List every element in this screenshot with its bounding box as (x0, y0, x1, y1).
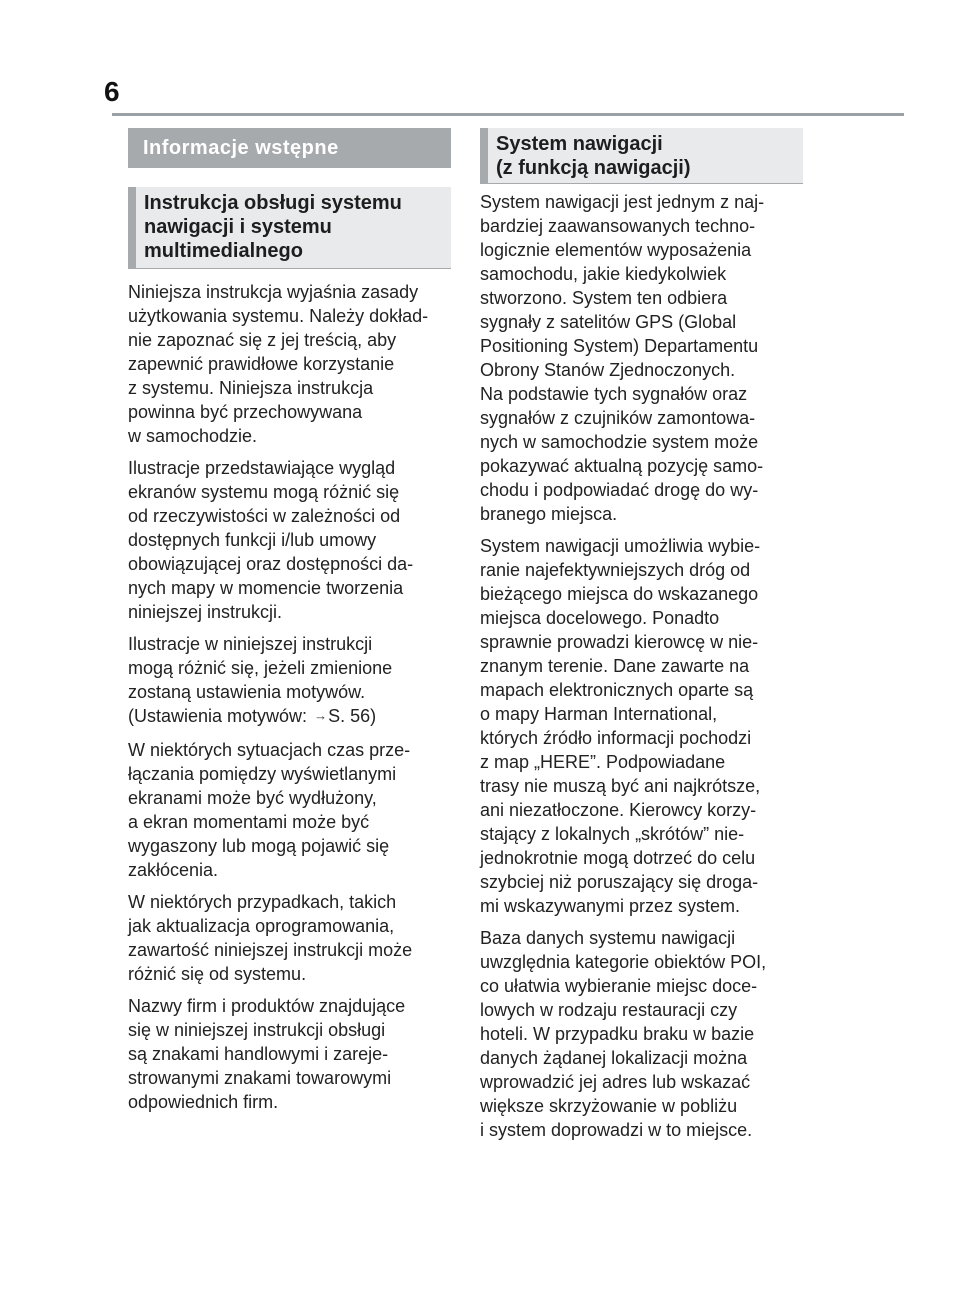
paragraph-software-update (128, 890, 451, 986)
text-line: sygnały z satelitów GPS (Global (480, 312, 737, 332)
paragraph-trademarks (128, 994, 451, 1114)
text-line: chodu i podpowiadać drogę do wy- (480, 480, 759, 500)
text-line: z map „HERE”. Podpowiadane (480, 752, 726, 772)
text-line: samochodu, jakie kiedykolwiek (480, 264, 727, 284)
paragraph-screen-switching (128, 738, 451, 882)
text-line: dostępnych funkcji i/lub umowy (128, 530, 377, 550)
subheading-navigation (480, 128, 803, 184)
page-number: 6 (104, 76, 120, 107)
text-line: których źródło informacji pochodzi (480, 728, 752, 748)
paragraph-themes (128, 632, 451, 730)
text-line: W niektórych sytuacjach czas prze- (128, 740, 411, 760)
text-line: lowych w rodzaju restauracji czy (480, 1000, 738, 1020)
text-line: nych mapy w momencie tworzenia (128, 578, 404, 598)
subheading-line: Instrukcja obsługi systemu (144, 192, 402, 214)
text-line: danych żądanej lokalizacji można (480, 1048, 748, 1068)
text-line: wprowadzić jej adres lub wskazać (480, 1072, 751, 1092)
text-line: mi wskazywanymi przez system. (480, 896, 741, 916)
text-line: zakłócenia. (128, 860, 219, 880)
right-body (480, 190, 803, 1142)
reference-link[interactable]: S. 56) (328, 706, 377, 726)
text-line: W niektórych przypadkach, takich (128, 892, 397, 912)
text-line: bieżącego miejsca do wskazanego (480, 584, 759, 604)
text-line: niniejszej instrukcji. (128, 602, 283, 622)
text-line: Baza danych systemu nawigacji (480, 928, 736, 948)
text-line: sygnałów z czujników zamontowa- (480, 408, 756, 428)
text-line: użytkowania systemu. Należy dokład- (128, 306, 429, 326)
subheading-line: System nawigacji (496, 133, 663, 155)
text-line: ani niezatłoczone. Kierowcy korzy- (480, 800, 757, 820)
text-line: trasy nie muszą być ani najkrótsze, (480, 776, 761, 796)
text-line: jak aktualizacja oprogramowania, (128, 916, 395, 936)
section-title-band: Informacje wstępne (128, 128, 451, 168)
text-line: a ekran momentami może być (128, 812, 370, 832)
header-divider (112, 113, 904, 116)
paragraph-illustrations (128, 456, 451, 624)
text-line: od rzeczywistości w zależności od (128, 506, 401, 526)
text-line: różnić się od systemu. (128, 964, 307, 984)
left-column (128, 128, 451, 1122)
text-line: Obrony Stanów Zjednoczonych. (480, 360, 736, 380)
subheading-line: multimedialnego (144, 240, 303, 262)
paragraph-poi-database (480, 926, 803, 1142)
text-line: łączania pomiędzy wyświetlanymi (128, 764, 397, 784)
text-line: się w niniejszej instrukcji obsługi (128, 1020, 386, 1040)
paragraph-intro (128, 280, 451, 448)
paragraph-navigation-intro (480, 190, 803, 526)
text-line: System nawigacji jest jednym z naj- (480, 192, 765, 212)
text-line: hoteli. W przypadku braku w bazie (480, 1024, 755, 1044)
text-line: bardziej zaawansowanych techno- (480, 216, 756, 236)
text-line: ranie najefektywniejszych dróg od (480, 560, 751, 580)
text-line: pokazywać aktualną pozycję samo- (480, 456, 764, 476)
text-line: zapewnić prawidłowe korzystanie (128, 354, 395, 374)
text-line: Nazwy firm i produktów znajdujące (128, 996, 406, 1016)
text-line: w samochodzie. (128, 426, 258, 446)
text-line: odpowiednich firm. (128, 1092, 279, 1112)
page-reference (128, 704, 451, 730)
text-line: miejsca docelowego. Ponadto (480, 608, 720, 628)
text-line: Ilustracje w niniejszej instrukcji (128, 634, 373, 654)
text-line: Positioning System) Departamentu (480, 336, 759, 356)
text-line: zostaną ustawienia motywów. (128, 682, 366, 702)
text-line: ekranami może być wydłużony, (128, 788, 377, 808)
left-body (128, 280, 451, 1114)
right-arrow-icon: → (314, 708, 328, 723)
text-line: System nawigacji umożliwia wybie- (480, 536, 761, 556)
subheading-line: (z funkcją nawigacji) (496, 157, 691, 179)
right-column (480, 128, 803, 1150)
subheading-line: nawigacji i systemu (144, 216, 332, 238)
text-line: co ułatwia wybieranie miejsc doce- (480, 976, 758, 996)
text-line: branego miejsca. (480, 504, 618, 524)
text-line: z systemu. Niniejsza instrukcja (128, 378, 374, 398)
text-line: mapach elektronicznych oparte są (480, 680, 754, 700)
text-line: znanym terenie. Dane zawarte na (480, 656, 750, 676)
text-line: sprawnie prowadzi kierowcę w nie- (480, 632, 759, 652)
text-line: obowiązującej oraz dostępności da- (128, 554, 414, 574)
text-line: nych w samochodzie system może (480, 432, 759, 452)
text-line: stworzono. System ten odbiera (480, 288, 728, 308)
paragraph-route-selection (480, 534, 803, 918)
text-line: Na podstawie tych sygnałów oraz (480, 384, 748, 404)
text-line: uwzględnia kategorie obiektów POI, (480, 952, 767, 972)
text-line: ekranów systemu mogą różnić się (128, 482, 400, 502)
subheading-manual (128, 187, 451, 269)
text-line: wygaszony lub mogą pojawić się (128, 836, 390, 856)
text-line: Niniejsza instrukcja wyjaśnia zasady (128, 282, 419, 302)
text-line: stający z lokalnych „skrótów” nie- (480, 824, 745, 844)
text-line: zawartość niniejszej instrukcji może (128, 940, 413, 960)
text-line: i system doprowadzi w to miejsce. (480, 1120, 753, 1140)
text-line: logicznie elementów wyposażenia (480, 240, 752, 260)
text-line: strowanymi znakami towarowymi (128, 1068, 392, 1088)
text-line: mogą różnić się, jeżeli zmienione (128, 658, 393, 678)
reference-prefix: (Ustawienia motywów: (128, 706, 313, 726)
text-line: większe skrzyżowanie w pobliżu (480, 1096, 738, 1116)
text-line: o mapy Harman International, (480, 704, 718, 724)
text-line: są znakami handlowymi i zareje- (128, 1044, 389, 1064)
text-line: powinna być przechowywana (128, 402, 363, 422)
text-line: szybciej niż poruszający się droga- (480, 872, 759, 892)
text-line: jednokrotnie mogą dotrzeć do celu (480, 848, 756, 868)
text-line: Ilustracje przedstawiające wygląd (128, 458, 396, 478)
text-line: nie zapoznać się z jej treścią, aby (128, 330, 397, 350)
